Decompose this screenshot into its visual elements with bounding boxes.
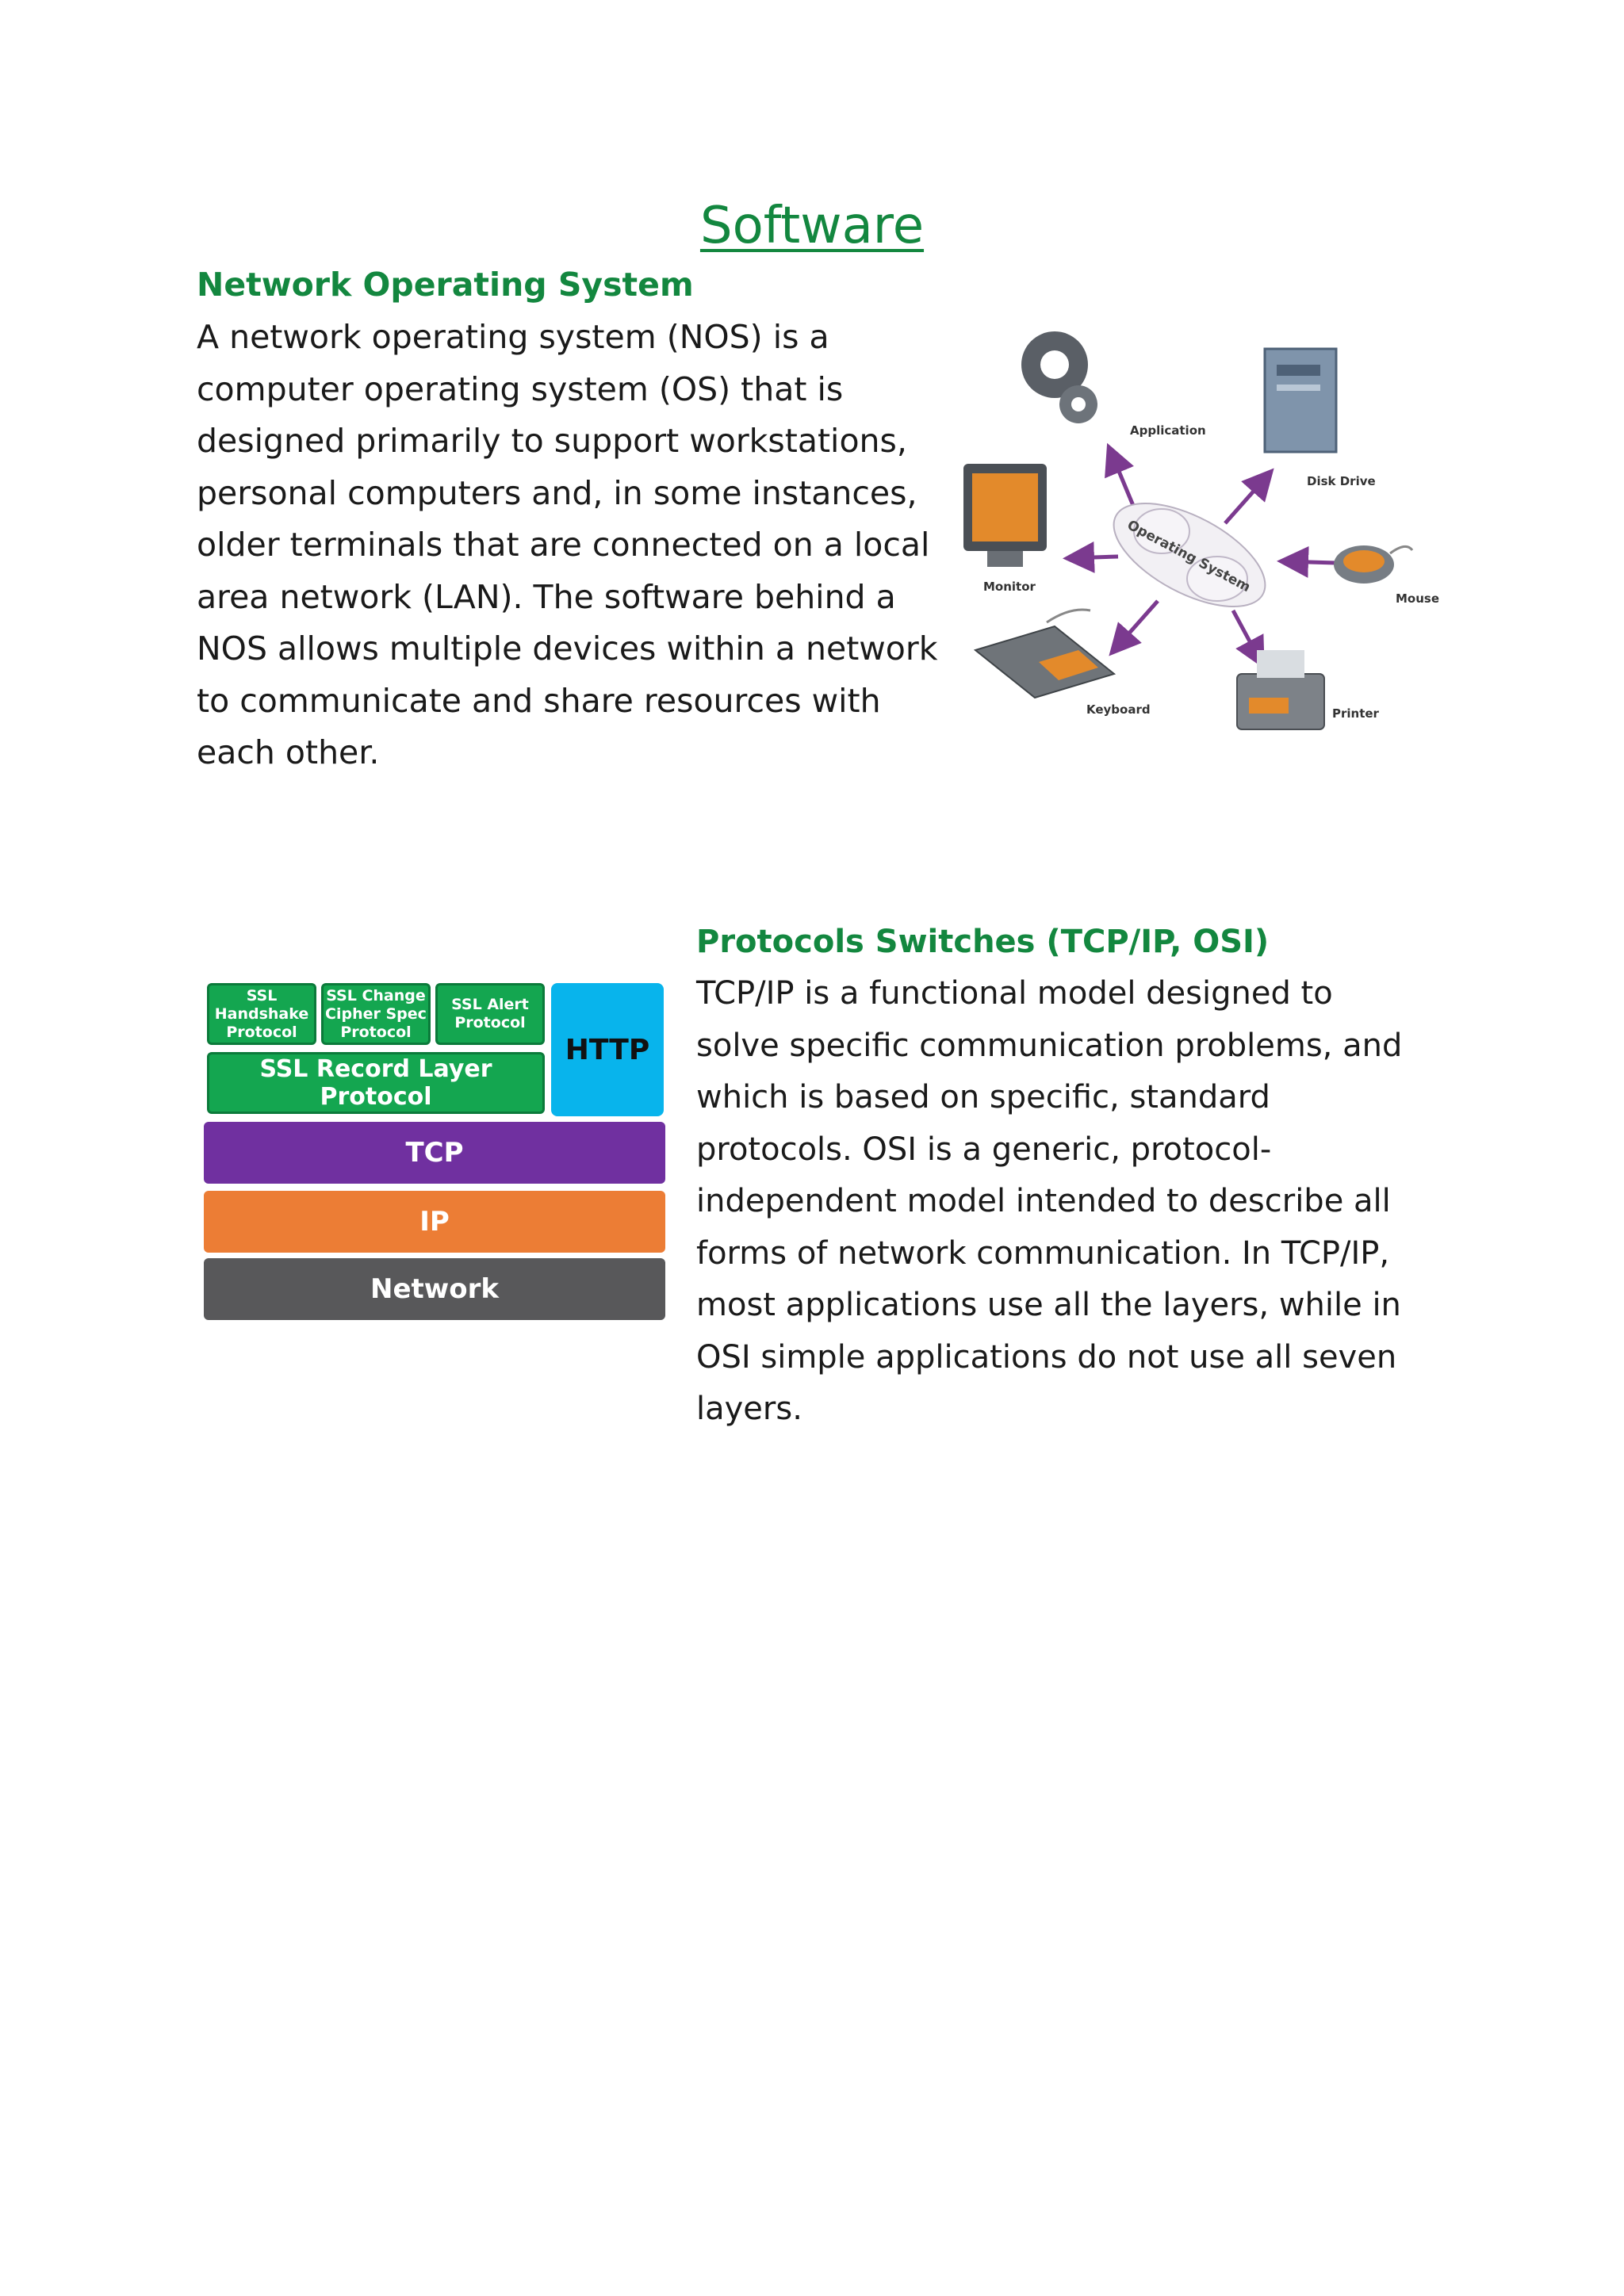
label-application: Application: [1130, 423, 1206, 438]
http-block: HTTP: [551, 983, 664, 1116]
mouse-icon: [1334, 545, 1412, 584]
ssl-record-layer-block: SSL Record Layer Protocol: [207, 1052, 545, 1114]
arrow-from-mouse: [1285, 561, 1336, 563]
label-mouse: Mouse: [1396, 591, 1440, 606]
ip-block: IP: [204, 1191, 665, 1253]
ssl-change-cipher-block: SSL Change Cipher Spec Protocol: [321, 983, 431, 1045]
nos-heading: Network Operating System: [197, 266, 694, 304]
arrow-from-disk-drive: [1225, 474, 1269, 523]
protocols-heading: Protocols Switches (TCP/IP, OSI): [696, 924, 1270, 960]
network-block: Network: [204, 1258, 665, 1320]
os-center-label: Operating System: [1124, 517, 1254, 596]
arrow-from-keyboard: [1114, 601, 1158, 650]
operating-system-diagram: [952, 301, 1459, 777]
arrow-to-monitor: [1071, 557, 1118, 558]
disk-drive-icon: [1265, 349, 1336, 452]
os-diagram-svg: [952, 301, 1459, 777]
monitor-icon: [963, 464, 1047, 567]
label-keyboard: Keyboard: [1086, 702, 1151, 717]
tcp-block: TCP: [204, 1122, 665, 1184]
printer-icon: [1237, 650, 1324, 729]
nos-section: [197, 266, 946, 779]
gear-icon: [1021, 331, 1097, 423]
label-printer: Printer: [1332, 706, 1379, 721]
protocol-stack-diagram: [202, 979, 670, 1320]
ssl-alert-block: SSL Alert Protocol: [435, 983, 545, 1045]
arrow-to-application: [1110, 450, 1134, 507]
keyboard-icon: [975, 610, 1114, 698]
label-monitor: Monitor: [983, 580, 1036, 594]
page-title: Software: [699, 196, 925, 255]
ssl-handshake-block: SSL Handshake Protocol: [207, 983, 316, 1045]
protocols-body: TCP/IP is a functional model designed to solve specific communication problems, and which is based on specific, standard protocols. OSI is a generic, protocol-independent model intended to describe all forms of network communication. In TCP/IP, most applications use all the layers, while in OSI simple applications do not use all seven layers.: [696, 975, 1403, 1427]
operating-system-cloud: [1098, 482, 1281, 627]
label-disk-drive: Disk Drive: [1307, 474, 1376, 488]
arrow-to-printer: [1233, 610, 1261, 662]
protocols-section: [696, 924, 1410, 1436]
nos-body: A network operating system (NOS) is a computer operating system (OS) that is designed primarily to support workstations, personal computers and, in some instances, older terminals that are connected on a local area network (LAN). The software behind a NOS allows multiple devices within a network to communicate and share resources with each other.: [197, 318, 938, 771]
